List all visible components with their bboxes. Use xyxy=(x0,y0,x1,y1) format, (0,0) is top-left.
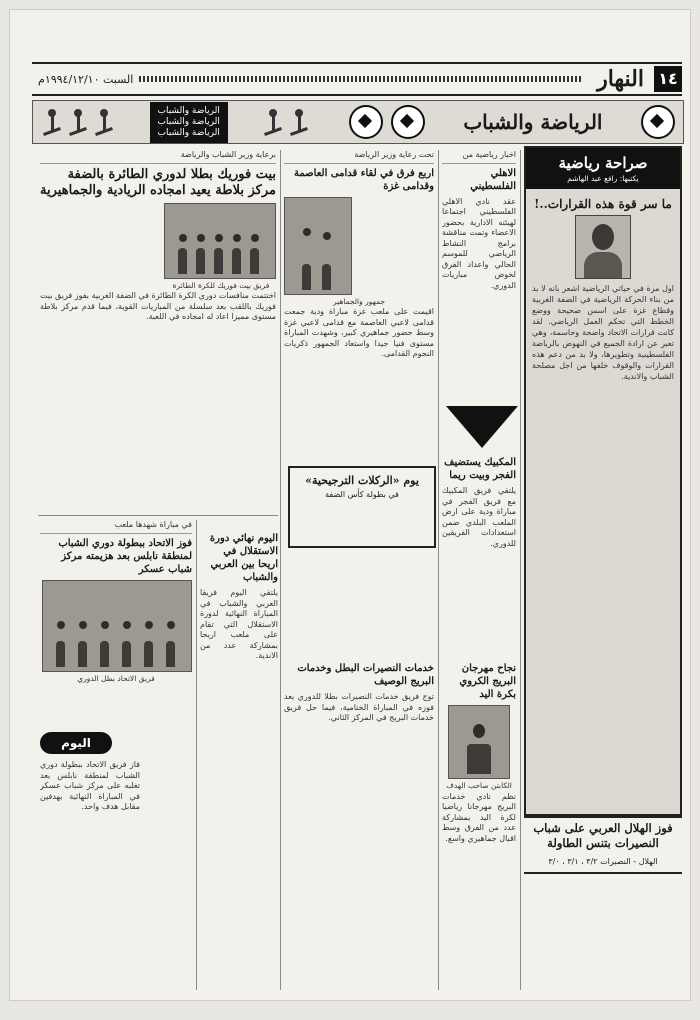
figure-head xyxy=(251,234,259,242)
gaza-kicker: تحت رعاية وزير الرياضة xyxy=(284,150,434,164)
nablus-text: فاز فريق الاتحاد ببطولة دوري الشباب لمنطقة نابلس بعد تغلبه على مركز شباب عسكر في المباراة النهائية بهدفين مقابل هدف واحد. xyxy=(40,760,140,811)
gaza-photo xyxy=(284,197,352,295)
penalty-subtitle: في بطولة كأس الضفة xyxy=(325,490,399,499)
gaza-caption: جمهور والجماهير xyxy=(332,296,386,306)
figure-head xyxy=(197,234,205,242)
basketball-icon xyxy=(349,105,383,139)
table-tennis-results: الهلال - النصيرات ٣/٢ ، ٣/١ ، ٣/٠ xyxy=(548,857,658,866)
figure-body xyxy=(322,264,331,290)
final-text: يلتقي اليوم فريقا العربي والشباب في المباراة النهائية لدورة الاستقلال التي تقام على ملعب اريحا بمشاركة عدد من الاندية. xyxy=(200,588,278,660)
figure-head xyxy=(167,621,175,629)
issue-date: السبت ١٩٩٤/١٢/١٠م xyxy=(38,72,134,86)
figure-head xyxy=(303,228,311,236)
figure-body xyxy=(302,264,311,290)
figure-body xyxy=(56,641,65,667)
volleyball-team-photo xyxy=(164,203,276,279)
gaza-text: اقيمت على ملعب غزة مباراة ودية جمعت قدامى لاعبي العاصمة مع قدامى لاعبي غزة وسط حضور جماهيري كبير، وشهدت المباراة مستوى فنيا جيدا واستعاد الجمهور ذكريات النجوم القدامى. xyxy=(284,307,434,358)
scorer-portrait xyxy=(448,705,510,779)
figure-head xyxy=(323,232,331,240)
author-portrait xyxy=(575,215,631,279)
figure-body xyxy=(144,641,153,667)
column-divider xyxy=(520,150,521,990)
banner-balls xyxy=(345,105,429,139)
breij-article xyxy=(442,660,516,990)
figure-body xyxy=(166,641,175,667)
beit-text: اختتمت منافسات دوري الكرة الطائرة في الضفة الغربية بفوز فريق بيت فوريك باللقب بعد سلسلة من المباريات القوية، فيما قدم مركز بلاطة مستوى مميزا اعاد له امجاده في اللعبة. xyxy=(40,291,276,321)
section-tag: الرياضة والشباب xyxy=(157,116,220,127)
nablus-kicker: في مباراة شهدها ملعب xyxy=(40,520,192,534)
section-tags xyxy=(150,102,228,143)
figure-body xyxy=(122,641,131,667)
masthead xyxy=(32,62,682,96)
figure-head xyxy=(101,621,109,629)
players-illustration-left xyxy=(41,109,115,135)
section-banner xyxy=(32,100,684,144)
figure-body xyxy=(214,248,223,274)
jericho-final-article xyxy=(200,530,278,990)
column-author: يكتبها: رافع عبد الهاشم xyxy=(567,174,639,183)
beit-headline: بيت فوريك بطلا لدوري الطائرة بالضفة مركز بلاطة يعيد امجاده الريادية والجماهيرية xyxy=(40,166,276,198)
today-label: اليوم xyxy=(40,732,112,754)
team-caption: فريق الاتحاد بطل الدوري xyxy=(77,673,155,683)
column-divider xyxy=(438,150,439,990)
news-headline: الاهلي الفلسطيني xyxy=(470,167,516,192)
khadamat-text: توج فريق خدمات النصيرات بطلا للدوري بعد فوزه في المباراة الختامية، فيما حل فريق خدمات البريج في المركز الثاني. xyxy=(284,692,434,722)
figure-head xyxy=(57,621,65,629)
figure-head xyxy=(123,621,131,629)
newspaper-page xyxy=(10,10,690,1000)
player-icon xyxy=(262,109,284,135)
figure-body xyxy=(78,641,87,667)
figure-body xyxy=(196,248,205,274)
column-text: اول مرة في حياتي الرياضية اشعر بانه لا بد من بناء الحركة الرياضية في الضفة الغربية وقطاع غزة على اسس صحيحة ووضع الخطط التي تحكم العمل الرياضي. لقد كانت قرارات الاتحاد واضحة وحاسمة، وهي تعبر عن ارادة الجميع في النهوض بالرياضة الفلسطينية وتطويرها، ولا بد من دعم هذه القرارات والوقوف خلفها من اجل مصلحة الشباب والاندية. xyxy=(532,284,674,381)
breij-headline: نجاح مهرجان البريج الكروي بكرة اليد xyxy=(459,663,516,700)
figure-head xyxy=(233,234,241,242)
players-illustration-center xyxy=(262,109,310,135)
page-number: ١٤ xyxy=(654,66,682,92)
figure-body xyxy=(232,248,241,274)
mexico-text: يلتقي فريق المكبيك مع فريق الفجر في مباراة ودية على ارض الملعب البلدي ضمن استعدادات الفريقين للدوري. xyxy=(442,486,516,548)
figure-body xyxy=(100,641,109,667)
masthead-rule xyxy=(139,76,581,82)
nablus-headline: فوز الاتحاد ببطولة دوري الشباب لمنطقة نابلس بعد هزيمته مركز شباب عسكر xyxy=(58,537,192,575)
arrow-marker xyxy=(446,406,518,448)
table-tennis-headline xyxy=(524,816,682,874)
news-text: عقد نادي الاهلي الفلسطيني اجتماعا لهيئته الادارية بحضور الاعضاء وتمت مناقشة برامج النشاط الرياضي للموسم الحالي واعداد الفرق لخوض مباريات الدوري. xyxy=(442,196,516,290)
figure-head xyxy=(145,621,153,629)
player-icon xyxy=(41,109,63,135)
mexico-headline: المكبيك يستضيف الفجر وبيت ريما xyxy=(444,457,516,481)
nablus-article xyxy=(40,520,192,720)
figure-head xyxy=(215,234,223,242)
table-tennis-title: فوز الهلال العربي على شباب النصيرات بتنس الطاولة xyxy=(533,821,673,850)
penalty-shootout-box xyxy=(288,466,436,548)
section-title: الرياضة والشباب xyxy=(463,110,603,134)
column-divider xyxy=(280,150,281,990)
breij-text: نظم نادي خدمات البريج مهرجانا رياضيا لكرة اليد بمشاركة عدد من الفرق وسط اقبال جماهيري واسع. xyxy=(442,791,516,843)
column-title: صراحة رياضية xyxy=(558,154,648,172)
column-question: ما سر قوة هذه القرارات..! xyxy=(534,197,672,211)
section-divider xyxy=(38,515,278,516)
gaza-headline: اربع فرق في لقاء قدامى العاصمة وقدامى غزة xyxy=(294,167,434,192)
player-icon xyxy=(67,109,89,135)
gaza-article xyxy=(284,150,434,460)
beit-kicker: برعاية وزير الشباب والرياضة xyxy=(40,150,276,164)
figure-body xyxy=(467,744,491,774)
volleyball-caption: فريق بيت فوريك للكرة الطائرة xyxy=(172,280,270,290)
beit-fourik-article xyxy=(40,150,276,510)
figure-body xyxy=(250,248,259,274)
news-column xyxy=(442,150,516,400)
scorer-caption: الكابتن صاحب الهدف xyxy=(446,781,512,790)
khadamat-headline: خدمات النصيرات البطل وخدمات البريج الوصيف xyxy=(297,663,434,687)
figure-head xyxy=(79,621,87,629)
figure-body xyxy=(178,248,187,274)
newspaper-logo: النهار xyxy=(597,66,644,92)
section-tag: الرياضة والشباب xyxy=(157,127,220,138)
opinion-column-box xyxy=(524,146,682,816)
soccer-ball-icon xyxy=(641,105,675,139)
khadamat-article xyxy=(284,660,434,990)
figure-head xyxy=(179,234,187,242)
column-header xyxy=(526,148,680,189)
mexico-column xyxy=(442,454,516,654)
penalty-title: يوم «الركلات الترجيحية» xyxy=(305,474,419,487)
final-headline: اليوم نهائي دورة الاستقلال في اريحا بين العربي والشباب xyxy=(209,533,278,583)
soccer-ball-icon xyxy=(391,105,425,139)
player-icon xyxy=(93,109,115,135)
section-tag: الرياضة والشباب xyxy=(157,105,220,116)
nablus-text-column xyxy=(40,760,140,990)
figure-head xyxy=(473,724,485,738)
news-kicker: اخبار رياضية من xyxy=(442,150,516,164)
column-divider xyxy=(196,520,197,990)
player-icon xyxy=(288,109,310,135)
team-photo xyxy=(42,580,192,672)
